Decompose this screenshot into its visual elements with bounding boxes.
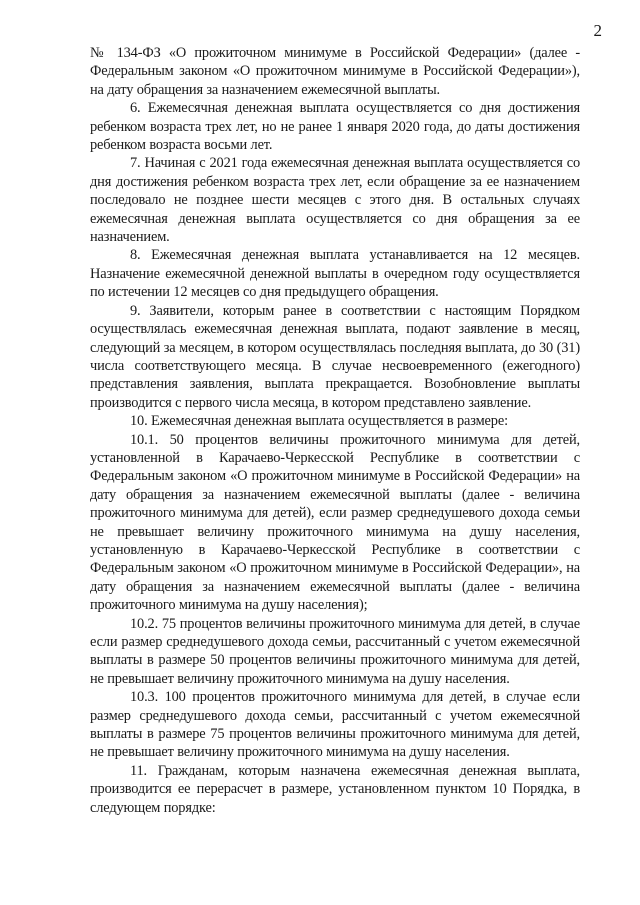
paragraph-10-1: 10.1. 50 процентов величины прожиточного минимума для детей, установленной в Карачаево-Черкесской Республике в соответствии с Федеральным законом «О прожиточном минимуме в Российской Федерации» на дату обращения за назначением ежемесячной выплаты (далее - величина прожиточного минимума для детей), если размер среднедушевого дохода семьи не превышает величину прожиточного минимума на душу населения, установленную в Карачаево-Черкесской Республике в соответствии с Федеральным законом «О прожиточном минимуме в Российской Федерации», на дату обращения за назначением ежемесячной выплаты (далее - величина прожиточного минимума на душу населения); — [90, 431, 580, 614]
paragraph-10-3: 10.3. 100 процентов прожиточного минимума для детей, в случае если размер среднедушевого дохода семьи, рассчитанный с учетом ежемесячной выплаты в размере 75 процентов величины прожиточного минимума для детей, не превышает величину прожиточного минимума на душу населения. — [90, 689, 580, 761]
paragraph-11: 11. Гражданам, которым назначена ежемесячная денежная выплата, производится ее перерасчет в размере, установленном пунктом 10 Порядка, в следующем порядке: — [90, 762, 580, 816]
document-body — [90, 44, 580, 817]
paragraph-9: 9. Заявители, которым ранее в соответствии с настоящим Порядком осуществлялась ежемесячная денежная выплата, подают заявление в месяц, следующий за месяцем, в котором осуществлялась последняя выплата, до 30 (31) числа соответствующего месяца. В случае несвоевременного (ежегодного) представления заявления, выплата прекращается. Возобновление выплаты производится с первого числа месяца, в котором представлено заявление. — [90, 302, 580, 411]
paragraph-8: 8. Ежемесячная денежная выплата устанавливается на 12 месяцев. Назначение ежемесячной денежной выплаты в очередном году осуществляется по истечении 12 месяцев со дня предыдущего обращения. — [90, 247, 580, 301]
paragraph-6: 6. Ежемесячная денежная выплата осуществляется со дня достижения ребенком возраста трех лет, но не ранее 1 января 2020 года, до даты достижения ребенком возраста восьми лет. — [90, 100, 580, 154]
paragraph-intro-continuation: № 134-ФЗ «О прожиточном минимуме в Российской Федерации» (далее - Федеральным законом «О прожиточном минимуме в Российской Федерации»), на дату обращения за назначением ежемесячной выплаты. — [90, 45, 580, 98]
page-number: 2 — [593, 21, 602, 40]
paragraph-10-2: 10.2. 75 процентов величины прожиточного минимума для детей, в случае если размер среднедушевого дохода семьи, рассчитанный с учетом ежемесячной выплаты в размере 50 процентов величины прожиточного минимума для детей, не превышает величину прожиточного минимума на душу населения. — [90, 615, 580, 687]
paragraph-10: 10. Ежемесячная денежная выплата осуществляется в размере: — [130, 413, 508, 430]
paragraph-7: 7. Начиная с 2021 года ежемесячная денежная выплата осуществляется со дня достижения ребенком возраста трех лет, если обращение за ее назначением последовало не позднее шести месяцев с этого дня. В остальных случаях ежемесячная денежная выплата осуществляется со дня обращения за ее назначением. — [90, 155, 580, 246]
